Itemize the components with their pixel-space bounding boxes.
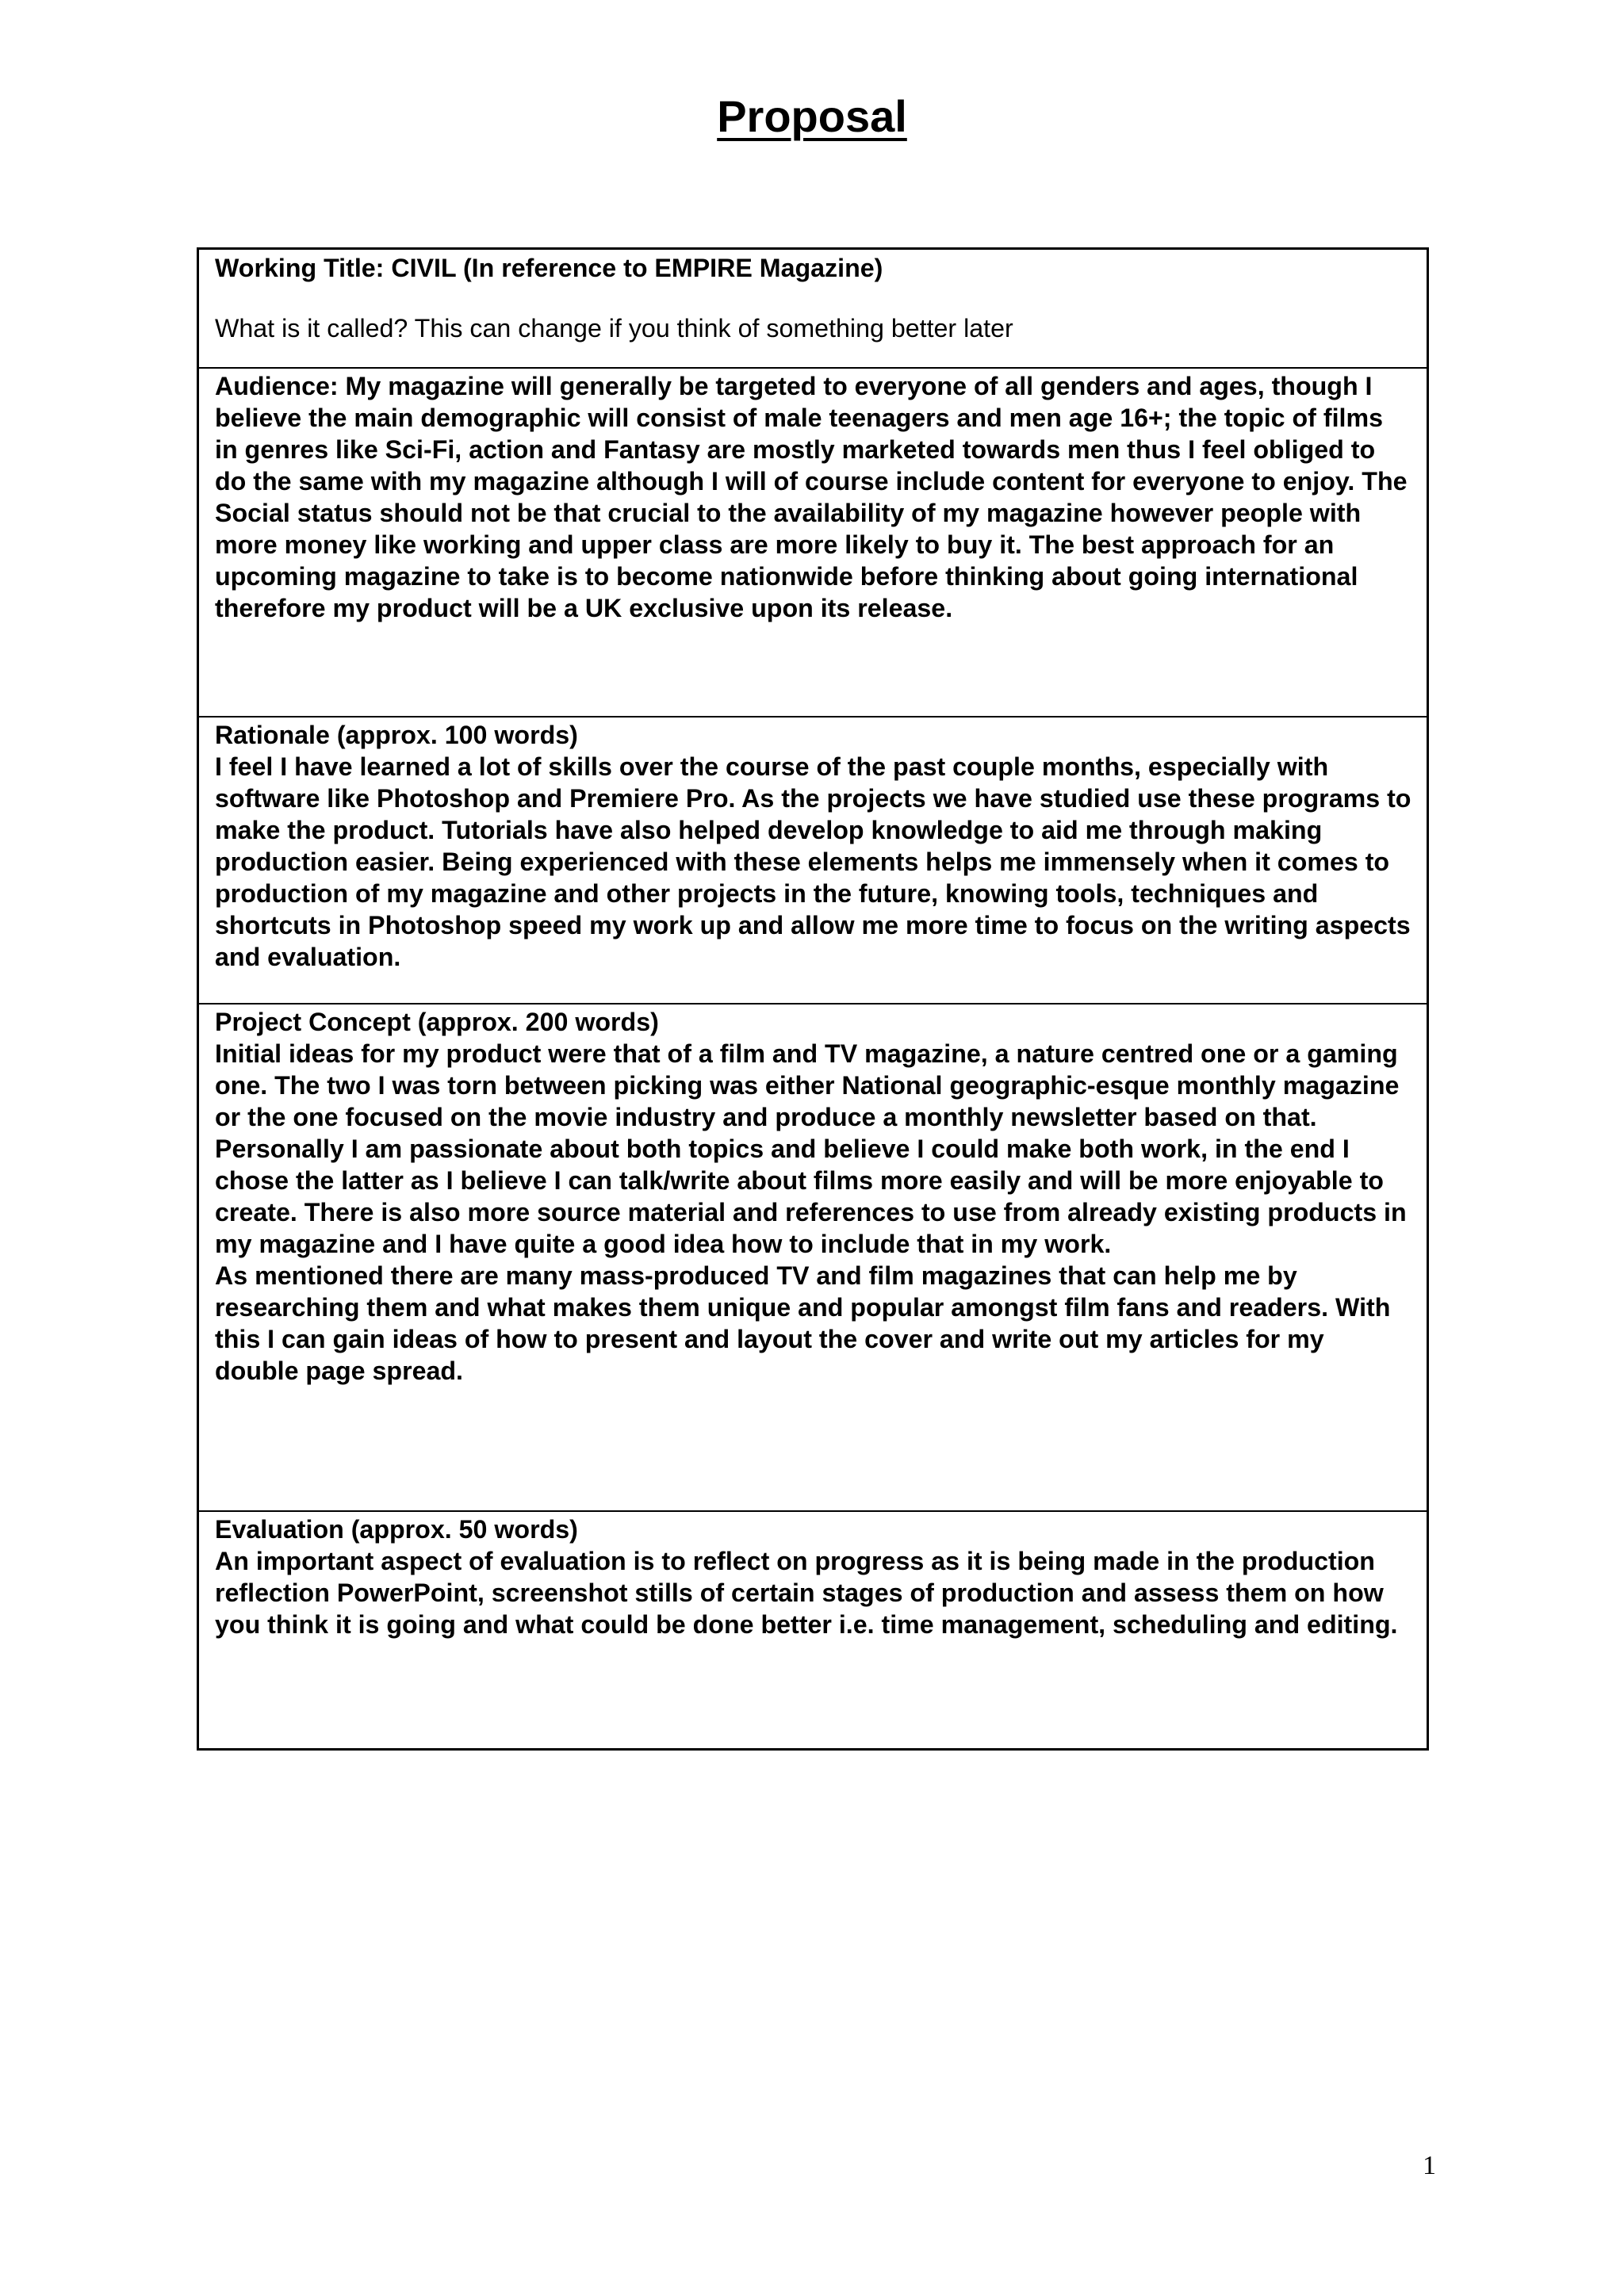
evaluation-section: [199, 1510, 1427, 1748]
project-concept-section: [199, 1003, 1427, 1510]
page-title: Proposal: [717, 91, 907, 141]
project-concept-paragraph-1: Initial ideas for my product were that of a film and TV magazine, a nature centred one or a gaming one. The two I was torn between picking was either National geographic-esque monthly magazine or the one focused on the movie industry and produce a monthly newsletter based on that. Personally I am passionate about both topics and believe I could make both work, in the end I chose the latter as I believe I can talk/write about films more easily and will be more enjoyable to create. There is also more source material and references to use from already existing products in my magazine and I have quite a good idea how to include that in my work.: [215, 1039, 1407, 1258]
rationale-section: [199, 716, 1427, 1003]
audience-text: Audience: My magazine will generally be targeted to everyone of all genders and ages, though I believe the main demographic will consist of male teenagers and men age 16+; the topic of films in genres like Sci-Fi, action and Fantasy are mostly marketed towards men thus I feel obliged to do the same with my magazine although I will of course include content for everyone to enjoy. The Social status should not be that crucial to the availability of my magazine however people with more money like working and upper class are more likely to buy it. The best approach for an upcoming magazine to take is to become nationwide before thinking about going international therefore my product will be a UK exclusive upon its release.: [215, 372, 1408, 622]
evaluation-heading: Evaluation (approx. 50 words): [215, 1515, 578, 1544]
rationale-heading: Rationale (approx. 100 words): [215, 721, 578, 749]
page-number: 1: [1423, 2151, 1436, 2180]
project-concept-heading: Project Concept (approx. 200 words): [215, 1008, 659, 1036]
working-title-prompt: What is it called? This can change if you think of something better later: [215, 314, 1013, 342]
audience-section: [199, 367, 1427, 716]
working-title-heading: Working Title: CIVIL (In reference to EMPIRE Magazine): [215, 254, 883, 282]
evaluation-text: An important aspect of evaluation is to reflect on progress as it is being made in the production reflection PowerPoint, screenshot stills of certain stages of production and assess them on how you think it is going and what could be done better i.e. time management, scheduling and editing.: [215, 1547, 1398, 1639]
working-title-section: [199, 250, 1427, 367]
rationale-text: I feel I have learned a lot of skills over the course of the past couple months, especially with software like Photoshop and Premiere Pro. As the projects we have studied use these programs to make the product. Tutorials have also helped develop knowledge to aid me through making production easier. Being experienced with these elements helps me immensely when it comes to production of my magazine and other projects in the future, knowing tools, techniques and shortcuts in Photoshop speed my work up and allow me more time to focus on the writing aspects and evaluation.: [215, 752, 1411, 971]
project-concept-paragraph-2: As mentioned there are many mass-produced TV and film magazines that can help me by researching them and what makes them unique and popular amongst film fans and readers. With this I can gain ideas of how to present and layout the cover and write out my articles for my double page spread.: [215, 1261, 1391, 1385]
proposal-table: [197, 247, 1429, 1751]
